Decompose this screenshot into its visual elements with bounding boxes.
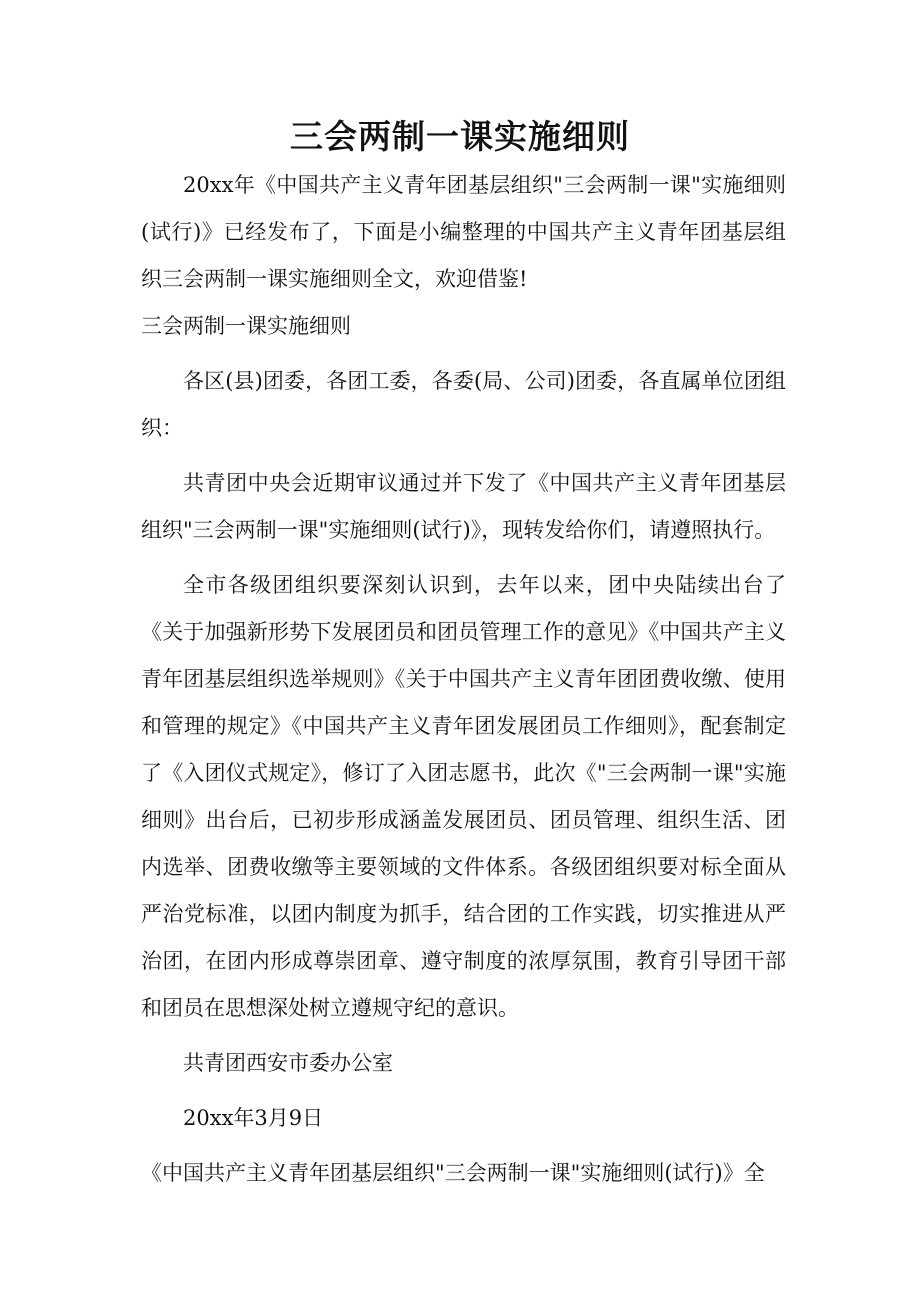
document-title: 三会两制一课实施细则 <box>290 117 630 156</box>
signature-date: 20xx年3月9日 <box>183 1106 324 1130</box>
trailing-line: 《中国共产主义青年团基层组织"三会两制一课"实施细则(试行)》全 <box>141 1161 765 1185</box>
salutation-paragraph: 各区(县)团委，各团工委，各委(局、公司)团委，各直属单位团组织： <box>141 369 786 440</box>
intro-paragraph: 20xx年《中国共产主义青年团基层组织"三会两制一课"实施细则(试行)》已经发布了，下面是小编整理的中国共产主义青年团基层组织三会两制一课实施细则全文，欢迎借鉴! <box>141 173 786 291</box>
notice-paragraph: 共青团中央会近期审议通过并下发了《中国共产主义青年团基层组织"三会两制一课"实施细则(试行)》，现转发给你们，请遵照执行。 <box>141 471 786 542</box>
document-body <box>141 162 786 1197</box>
requirements-paragraph: 全市各级团组织要深刻认识到，去年以来，团中央陆续出台了《关于加强新形势下发展团员和团员管理工作的意见》《中国共产主义青年团基层组织选举规则》《关于中国共产主义青年团团费收缴、使用和管理的规定》《中国共产主义青年团发展团员工作细则》，配套制定了《入团仪式规定》，修订了入团志愿书，此次《"三会两制一课"实施细则》出台后，已初步形成涵盖发展团员、团员管理、组织生活、团内选举、团费收缴等主要领域的文件体系。各级团组织要对标全面从严治党标准，以团内制度为抓手，结合团的工作实践，切实推进从严治团，在团内形成尊崇团章、遵守制度的浓厚氛围，教育引导团干部和团员在思想深处树立遵规守纪的意识。 <box>141 573 786 1020</box>
section-heading: 三会两制一课实施细则 <box>141 314 351 338</box>
signature-organization: 共青团西安市委办公室 <box>183 1051 393 1075</box>
